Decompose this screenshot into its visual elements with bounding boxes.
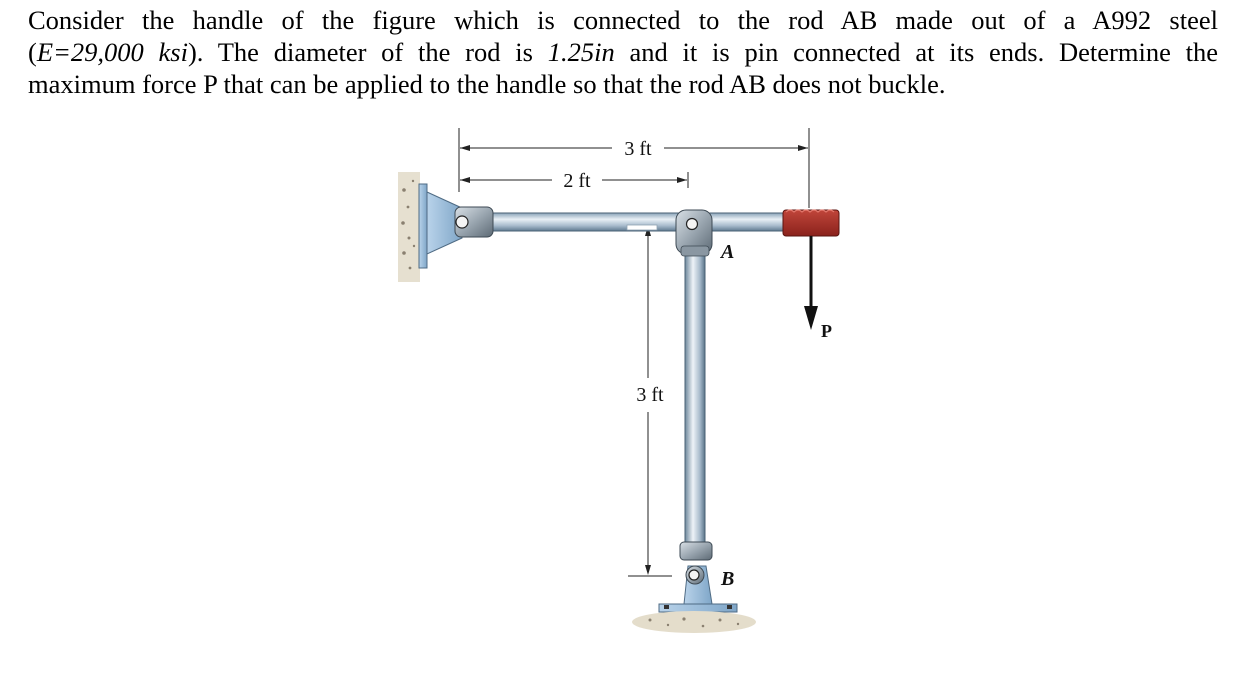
- dimension-lines: [459, 128, 809, 576]
- joint-a: [676, 210, 712, 256]
- dim-vertical-label: 3 ft: [636, 384, 664, 406]
- arrowhead: [460, 177, 470, 183]
- pin-icon: [687, 219, 698, 230]
- arrowhead: [677, 177, 687, 183]
- arrowhead: [798, 145, 808, 151]
- dim-2ft-label: 2 ft: [563, 170, 591, 192]
- open-paren: (: [28, 37, 37, 67]
- arrowhead: [645, 565, 651, 575]
- modulus-value: E=29,000 ksi: [36, 37, 188, 67]
- arrowhead: [460, 145, 470, 151]
- point-a-label: A: [721, 241, 735, 263]
- diameter-value: 1.25in: [547, 37, 615, 67]
- wall-support: [398, 172, 462, 282]
- force-p-label: P: [821, 321, 832, 341]
- problem-line-2-mid: ). The diameter of the rod is: [187, 37, 548, 67]
- dimension-arrowheads: [460, 145, 808, 575]
- wall-hatch: [398, 172, 420, 282]
- problem-line-3-text: maximum force P that can be applied to the handle so that the rod AB does not buckle.: [28, 69, 946, 99]
- problem-line-1-text: Consider the handle of the figure which is connected to the rod AB made out of a A992 steel: [28, 5, 1218, 35]
- force-arrow: [804, 236, 818, 330]
- base-plate: [659, 604, 737, 612]
- problem-line-2-end: and it is pin connected at its ends. Determine the: [614, 37, 1218, 67]
- handle-grip: [783, 210, 839, 236]
- rod-ab: [685, 250, 705, 550]
- pin-icon: [456, 216, 468, 228]
- pin-icon: [689, 570, 699, 580]
- ground-support: [632, 611, 756, 633]
- handle-dimension-notch: [627, 225, 657, 230]
- point-b-label: B: [721, 568, 735, 590]
- dim-3ft-label: 3 ft: [624, 138, 652, 160]
- wall-plate: [419, 184, 427, 268]
- left-pin-joint: [455, 207, 493, 237]
